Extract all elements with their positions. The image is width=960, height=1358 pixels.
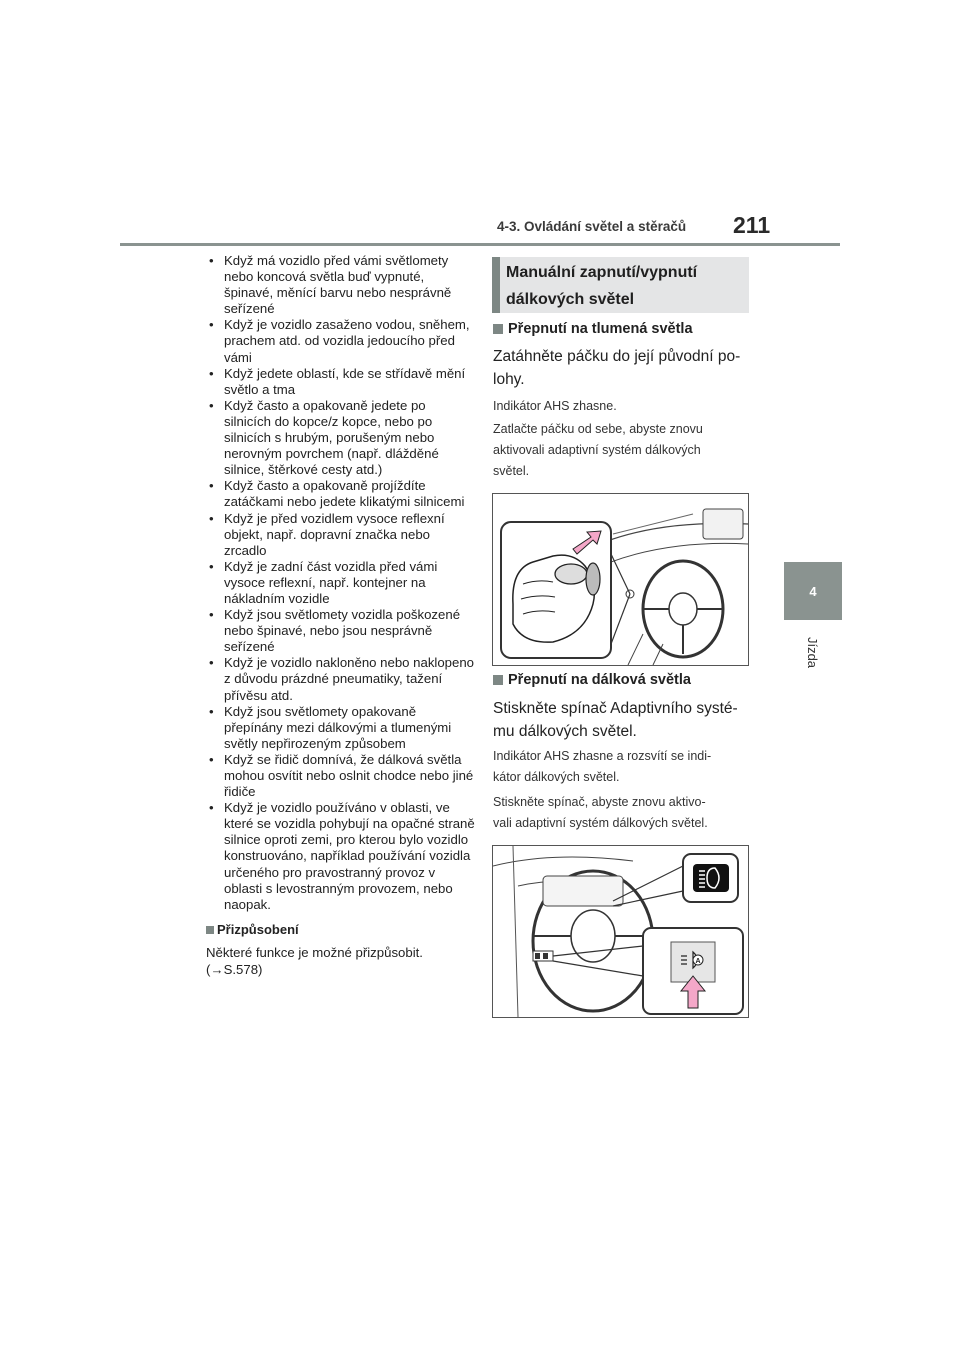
list-item: • Když jsou světlomety opakovaně přepínány mezi dálkovými a tlumenými světly nepřirozeným způsobem — [205, 704, 475, 752]
note-line: aktivovali adaptivní systém dálkových — [493, 443, 701, 457]
section-heading-line: Manuální zapnutí/vypnutí — [506, 264, 698, 281]
note-line: vali adaptivní systém dálkových světel. — [493, 816, 708, 830]
square-bullet-icon — [493, 675, 503, 685]
customization-heading-text: Přizpůsobení — [217, 922, 299, 937]
list-item: • Když často a opakovaně projíždíte zatáčkami nebo jedete klikatými silnicemi — [205, 478, 475, 510]
note-line: kátor dálkových světel. — [493, 770, 620, 784]
lever-figure — [492, 493, 749, 666]
list-item: • Když je zadní část vozidla před vámi vysoce reflexní, např. kontejner na nákladním vozidle — [205, 559, 475, 607]
chapter-tab-label — [784, 620, 842, 684]
high-beam-heading — [493, 672, 691, 688]
lever-illustration — [493, 494, 748, 665]
list-item: • Když se řidič domnívá, že dálková světla mohou osvítit nebo oslnit chodce nebo jiné řidiče — [205, 752, 475, 800]
dashboard-illustration — [493, 846, 748, 1017]
high-beam-instruction — [493, 697, 751, 743]
instruction-line: Stiskněte spínač Adaptivního systé- — [493, 700, 738, 717]
list-item: • Když je před vozidlem vysoce reflexní objekt, např. dopravní značka nebo zrcadlo — [205, 511, 475, 559]
list-item: • Když má vozidlo před vámi světlomety nebo koncová světla buď vypnuté, špinavé, měnící barvu nebo nesprávně seřízené — [205, 253, 475, 317]
instruction-line: mu dálkových světel. — [493, 723, 637, 740]
customization-line: Některé funkce je možné přizpůsobit. — [206, 945, 423, 960]
square-bullet-icon — [493, 324, 503, 334]
chapter-tab-number: 4 — [784, 562, 842, 620]
list-item: • Když často a opakovaně jedete po silnicích do kopce/z kopce, nebo po silnicích s hrubým, porušeným nebo nerovným povrchem (např. dlážděné silnice, štěrkové cesty atd.) — [205, 398, 475, 478]
square-bullet-icon — [206, 926, 214, 934]
chapter-label-text: Jízda — [805, 636, 821, 668]
list-item: • Když jsou světlomety vozidla poškozené nebo špinavé, nebo jsou nesprávně seřízené — [205, 607, 475, 655]
note-line: Zatlačte páčku od sebe, abyste znovu — [493, 422, 703, 436]
customization-heading — [206, 922, 299, 937]
low-beam-instruction — [493, 345, 751, 391]
high-beam-note-2 — [493, 792, 751, 834]
note-line: Indikátor AHS zhasne a rozsvítí se indi- — [493, 749, 712, 763]
low-beam-heading — [493, 321, 693, 337]
note-line: Stiskněte spínač, abyste znovu aktivo- — [493, 795, 706, 809]
header-divider — [120, 243, 840, 246]
low-beam-note-2 — [493, 419, 751, 482]
section-heading-line: dálkových světel — [506, 291, 635, 308]
svg-text:A: A — [695, 958, 701, 965]
condition-list — [205, 253, 475, 913]
list-item: • Když je vozidlo zasaženo vodou, sněhem, prachem atd. od vozidla jedoucího před vámi — [205, 317, 475, 365]
list-item: • Když je vozidlo nakloněno nebo naklopeno z důvodu prázdné pneumatiky, tažení přívěsu atd. — [205, 655, 475, 703]
page-number: 211 — [733, 212, 771, 238]
instruction-line: lohy. — [493, 371, 525, 388]
section-heading-box — [492, 257, 749, 313]
customization-text — [206, 945, 476, 978]
high-beam-note-1 — [493, 746, 751, 788]
list-item: • Když jedete oblastí, kde se střídavě mění světlo a tma — [205, 366, 475, 398]
instruction-line: Zatáhněte páčku do její původní po- — [493, 348, 741, 365]
low-beam-heading-text: Přepnutí na tlumená světla — [508, 321, 693, 337]
high-beam-heading-text: Přepnutí na dálková světla — [508, 672, 691, 688]
list-item: • Když je vozidlo používáno v oblasti, ve které se vozidla pohybují na opačné straně silnice oproti zemi, pro kterou bylo vozidlo konstruováno, například používání vozidla určeného pro pravostranný provoz v oblasti s levostranným provozem, nebo naopak. — [205, 800, 475, 913]
switch-figure — [492, 845, 749, 1018]
page-reference-link[interactable]: (→S.578) — [206, 961, 263, 977]
section-title: 4-3. Ovládání světel a stěračů — [497, 219, 687, 234]
low-beam-note-1: Indikátor AHS zhasne. — [493, 399, 617, 413]
note-line: světel. — [493, 464, 530, 478]
